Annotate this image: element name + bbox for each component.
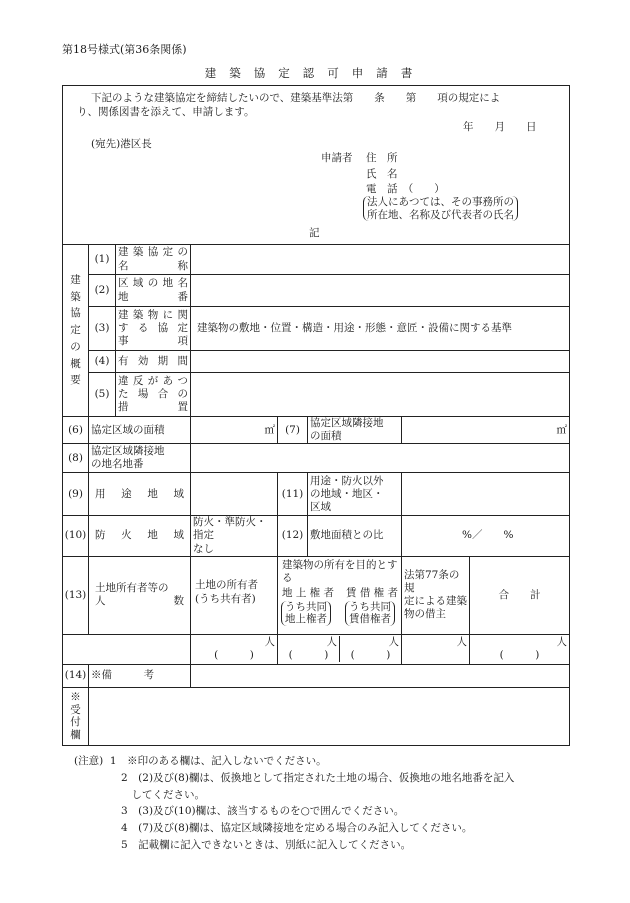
row8-label: 協定区域隣接地 の地名地番 — [89, 444, 191, 473]
surface-right-count-field[interactable]: 人 ( ) — [278, 636, 340, 662]
notes-heading: (注意) — [74, 755, 104, 767]
validity-period-field[interactable] — [191, 351, 570, 373]
agreement-area-field[interactable]: ㎡ — [191, 417, 278, 444]
row3-label: 建築物に関 す る 協 定 事 項 — [116, 307, 191, 351]
land-owner-count-field[interactable]: 人 ( ) — [191, 634, 278, 664]
area-place-name-field[interactable] — [191, 275, 570, 307]
note-item: 1 ※印のある欄は、記入しないでください。 — [109, 755, 327, 767]
total-count-field[interactable]: 人 ( ) — [470, 634, 570, 664]
note-item: 4 (7)及び(8)欄は、協定区域隣接地を定める場合のみ記入してください。 — [121, 822, 473, 835]
row13-count-blank — [63, 634, 191, 664]
row5-number: (5) — [89, 373, 116, 417]
notes-section — [74, 753, 514, 854]
row1-label: 建築協定の 名 称 — [116, 245, 191, 275]
intro-text-line2: り、関係図書を添えて、申請します。 — [77, 106, 255, 118]
violation-measures-field[interactable] — [191, 373, 570, 417]
note-item: してください。 — [121, 788, 205, 801]
use-district-field[interactable] — [191, 473, 278, 516]
note-item: 5 記載欄に記入できないときは、別紙に記入してください。 — [121, 838, 412, 851]
row5-label: 違反があつ た場合の 措 置 — [116, 373, 191, 417]
row9-label: 用途地域 — [89, 473, 191, 516]
row12-label: 敷地面積との比 — [308, 516, 402, 556]
row7-number: (7) — [278, 417, 308, 444]
overview-side-label: 建築協定の概要 — [63, 245, 89, 417]
row10-label: 防火地域 — [89, 516, 191, 556]
row6-label: 協定区域の面積 — [89, 417, 191, 444]
land-owner-header: 土地の所有者 (うち共有者) — [191, 556, 278, 634]
row8-number: (8) — [63, 444, 89, 473]
adjacent-area-field[interactable]: ㎡ — [402, 417, 570, 444]
row2-number: (2) — [89, 275, 116, 307]
row3-number: (3) — [89, 307, 116, 351]
row14-label: ※備 考 — [89, 664, 191, 687]
other-districts-field[interactable] — [402, 473, 570, 516]
row11-label: 用途・防火以外 の地域・地区・ 区域 — [308, 473, 402, 516]
corporation-note: 法人にあつては、その事務所の 所在地、名称及び代表者の氏名 — [363, 196, 518, 221]
row11-number: (11) — [278, 473, 308, 516]
purpose-ownership-header: 建築物の所有を目的とする 地 上 権 者 うち共同 地上権者 賃 借 権 者 うち共同 賃借権者 — [278, 556, 402, 634]
site-area-ratio-field[interactable]: %／ % — [402, 516, 570, 556]
note-item: 3 (3)及び(10)欄は、該当するものを○で囲んでください。 — [121, 805, 405, 818]
application-date[interactable]: 年 月 日 — [463, 121, 537, 133]
reception-label: ※受付欄 — [63, 687, 89, 745]
rights-count-fields[interactable] — [278, 634, 402, 664]
row14-number: (14) — [63, 664, 89, 687]
row1-number: (1) — [89, 245, 116, 275]
fire-district-options[interactable]: 防火・準防火・指定 なし — [191, 516, 278, 556]
applicant-address-field[interactable]: 住 所 — [366, 152, 398, 164]
application-form-table — [62, 85, 570, 746]
article77-header: 法第77条の規 定による建築 物の借主 — [402, 556, 470, 634]
addressee: (宛先)港区長 — [91, 138, 152, 150]
form-title: 建築協定認可申請書 — [204, 66, 426, 80]
reception-field — [89, 687, 570, 745]
article77-count-field[interactable]: 人 — [402, 634, 470, 664]
row6-number: (6) — [63, 417, 89, 444]
row13-number: (13) — [63, 556, 89, 634]
row7-label: 協定区域隣接地 の面積 — [308, 417, 402, 444]
row10-number: (10) — [63, 516, 89, 556]
form-number-label: 第18号様式(第36条関係) — [62, 43, 187, 56]
note-item: 2 (2)及び(8)欄は、仮換地として指定された土地の場合、仮換地の地名地番を記入 — [121, 771, 515, 784]
row9-number: (9) — [63, 473, 89, 516]
ki-heading: 記 — [309, 227, 320, 239]
applicant-name-field[interactable]: 氏 名 — [366, 168, 398, 180]
row12-number: (12) — [278, 516, 308, 556]
remarks-field[interactable] — [191, 664, 570, 687]
agreement-matters-field[interactable]: 建築物の敷地・位置・構造・用途・形態・意匠・設備に関する基準 — [191, 307, 570, 351]
row2-label: 区域の地名 地 番 — [116, 275, 191, 307]
applicant-phone-field[interactable]: 電 話 （ ） — [366, 183, 445, 195]
agreement-name-field[interactable] — [191, 245, 570, 275]
applicant-label: 申請者 — [321, 152, 353, 164]
application-header — [63, 86, 570, 245]
intro-text-line1: 下記のような建築協定を締結したいので、建築基準法第 条 第 項の規定によ — [91, 92, 501, 104]
adjacent-place-name-field[interactable] — [191, 444, 570, 473]
lease-right-count-field[interactable]: 人 ( ) — [350, 636, 399, 662]
row4-number: (4) — [89, 351, 116, 373]
total-header: 合 計 — [470, 556, 570, 634]
row4-label: 有効期間 — [116, 351, 191, 373]
row13-label: 土地所有者等の 人 数 — [89, 556, 191, 634]
